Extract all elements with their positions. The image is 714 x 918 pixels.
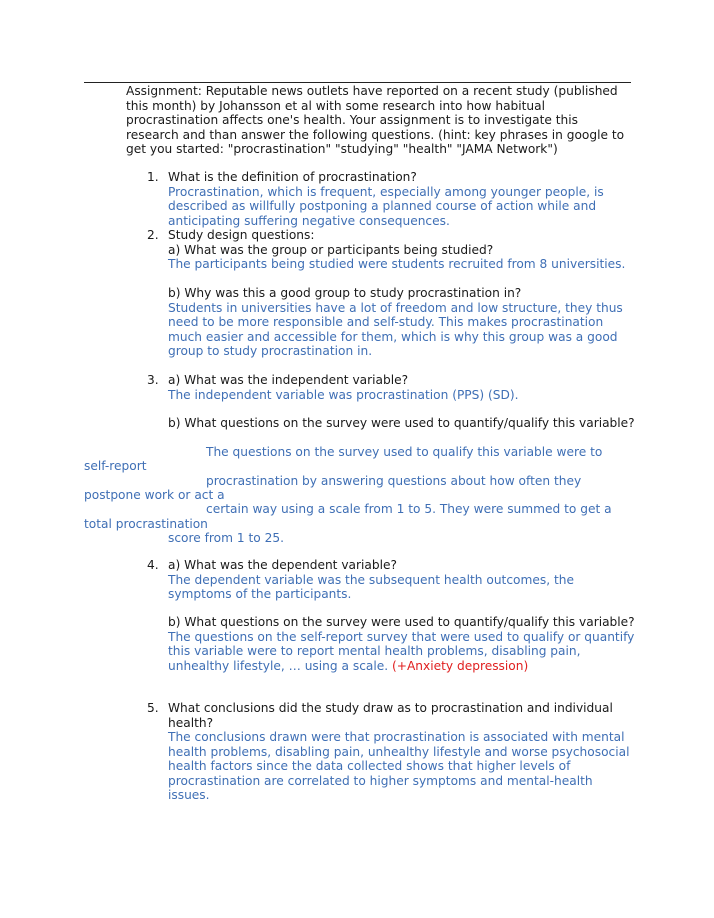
answer-b xyxy=(168,630,638,674)
answer-a: The independent variable was procrastination (PPS) (SD). xyxy=(168,387,519,402)
question-4b xyxy=(168,615,638,673)
question-4 xyxy=(147,558,638,602)
question-number: 2. xyxy=(147,228,159,242)
answer-a: The participants being studied were students recruited from 8 universities. xyxy=(168,257,626,271)
answer-b-line: procrastination by answering questions about how often they xyxy=(206,474,582,488)
subquestion-a: a) What was the independent variable? xyxy=(168,373,409,387)
answer-text: The conclusions drawn were that procrastination is associated with mental health problems, disabling pain, unhealthy lifestyle and worse psychosocial health factors since the data collected shows that higher levels of procrastination are correlated to higher symptoms and mental-health issues. xyxy=(168,730,630,802)
question-text: What is the definition of procrastination? xyxy=(168,170,417,184)
question-number: 3. xyxy=(147,373,159,387)
answer-b-text: The questions on the self-report survey that were used to qualify or quantify this variable were to report mental health problems, disabling pain, unhealthy lifestyle, … using a scale. xyxy=(168,629,635,673)
answer-b-line: total procrastination xyxy=(84,517,208,531)
assignment-intro: Assignment: Reputable news outlets have reported on a recent study (published this month) by Johansson et al with some research into how habitual procrastination affects one's health. Your assignment is to investigate this research and than answer the following questions. (hint: key phrases in google to get you started: "procrastination" "studying" "health" "JAMA Network") xyxy=(126,84,625,156)
answer-b-line: postpone work or act a xyxy=(84,488,225,502)
answer-text: Procrastination, which is frequent, especially among younger people, is described as willfully postponing a planned course of action while and anticipating suffering negative consequences. xyxy=(168,184,604,228)
subquestion-b: b) Why was this a good group to study procrastination in? xyxy=(168,286,522,300)
question-5 xyxy=(147,701,638,803)
question-text: What conclusions did the study draw as to procrastination and individual health? xyxy=(168,701,613,730)
answer-b-line: score from 1 to 25. xyxy=(168,531,284,545)
question-2 xyxy=(147,228,638,272)
question-text: Study design questions: xyxy=(168,228,315,242)
question-3 xyxy=(147,373,638,402)
question-1 xyxy=(147,170,638,228)
answer-b-line: certain way using a scale from 1 to 5. They were summed to get a xyxy=(206,502,612,516)
teacher-note: (+Anxiety depression) xyxy=(392,658,529,673)
answer-b-line: self-report xyxy=(84,459,147,473)
subquestion-a: a) What was the group or participants being studied? xyxy=(168,242,494,257)
header-rule xyxy=(84,82,631,83)
answer-b-line: The questions on the survey used to qualify this variable were to xyxy=(206,445,603,459)
question-number: 1. xyxy=(147,170,159,184)
question-number: 5. xyxy=(147,701,159,715)
subquestion-a: a) What was the dependent variable? xyxy=(168,558,397,572)
answer-a: The dependent variable was the subsequent health outcomes, the symptoms of the participants. xyxy=(168,572,574,601)
question-2b xyxy=(168,286,638,359)
subquestion-b: b) What questions on the survey were used to quantify/qualify this variable? xyxy=(168,416,635,430)
subquestion-b: b) What questions on the survey were used to quantify/qualify this variable? xyxy=(168,615,635,629)
question-3b xyxy=(168,416,638,431)
question-number: 4. xyxy=(147,558,159,572)
answer-b: Students in universities have a lot of freedom and low structure, they thus need to be more responsible and self-study. This makes procrastination much easier and accessible for them, which is why this group was a good group to study procrastination in. xyxy=(168,300,623,358)
